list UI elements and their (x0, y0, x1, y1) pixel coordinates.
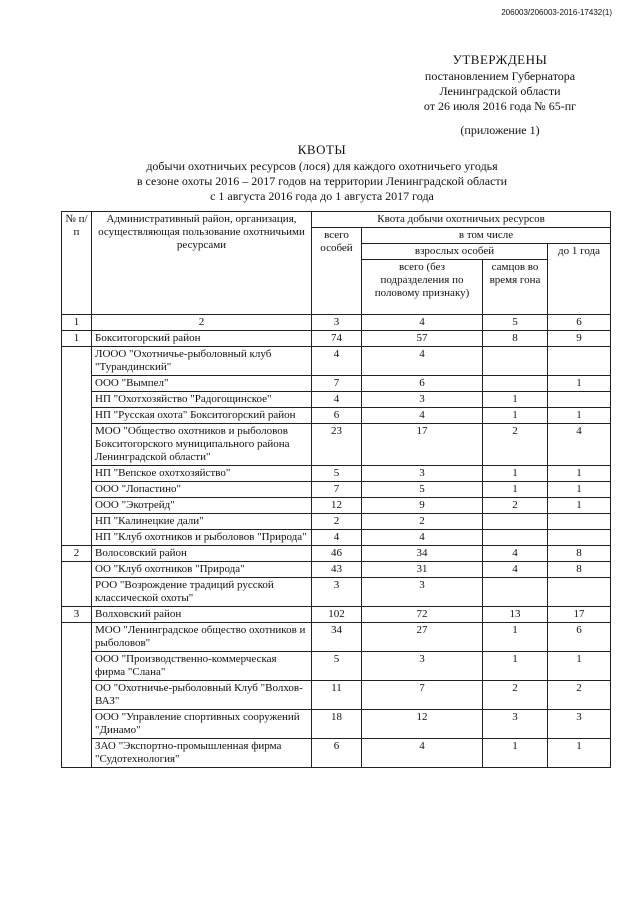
table-row (62, 482, 611, 498)
table-row (62, 652, 611, 681)
quota-young (548, 392, 611, 408)
quota-total: 74 (312, 331, 362, 347)
quota-young: 1 (548, 652, 611, 681)
quota-total: 23 (312, 424, 362, 466)
organization-name: ОО "Охотничье-рыболовный Клуб "Волхов-ВАЗ" (92, 681, 312, 710)
approval-title: УТВЕРЖДЕНЫ (452, 52, 548, 67)
organization-name: МОО "Общество охотников и рыболовов Бокситогорского муниципального района Ленинградской области" (92, 424, 312, 466)
heading-line: в сезоне охоты 2016 – 2017 годов на территории Ленинградской области (136, 174, 508, 188)
quota-adults: 3 (362, 392, 483, 408)
column-number: 2 (92, 315, 312, 331)
quota-males: 3 (483, 710, 548, 739)
quota-males: 4 (483, 562, 548, 578)
heading-title: КВОТЫ (297, 142, 347, 157)
quota-adults: 72 (362, 607, 483, 623)
district-row (62, 546, 611, 562)
organization-name: НП "Вепское охотхозяйство" (92, 466, 312, 482)
approval-block (400, 52, 600, 138)
header-district: Административный район, организация, осуществляющая пользование охотничьими ресурсами (92, 212, 312, 315)
quota-males: 2 (483, 424, 548, 466)
row-number: 2 (62, 546, 92, 562)
quota-adults: 3 (362, 652, 483, 681)
quota-total: 5 (312, 652, 362, 681)
table-row (62, 498, 611, 514)
quota-males: 1 (483, 739, 548, 768)
organization-name: ООО "Вымпел" (92, 376, 312, 392)
quota-males (483, 376, 548, 392)
row-number: 3 (62, 607, 92, 623)
quota-young: 17 (548, 607, 611, 623)
quota-males: 1 (483, 466, 548, 482)
approval-line: от 26 июля 2016 года № 65-пг (423, 99, 577, 113)
quota-adults: 57 (362, 331, 483, 347)
header-adults: взрослых особей (362, 244, 548, 260)
quota-young (548, 347, 611, 376)
quota-adults: 12 (362, 710, 483, 739)
organization-name: НП "Охотхозяйство "Радогощинское" (92, 392, 312, 408)
quota-adults: 31 (362, 562, 483, 578)
quota-young (548, 578, 611, 607)
row-number-blank (62, 562, 92, 607)
column-number: 4 (362, 315, 483, 331)
approval-line: постановлением Губернатора (424, 69, 576, 83)
quota-adults: 4 (362, 347, 483, 376)
quota-adults: 7 (362, 681, 483, 710)
document-heading (40, 142, 604, 204)
quota-adults: 5 (362, 482, 483, 498)
header-under-one: до 1 года (548, 244, 611, 315)
quota-young: 1 (548, 466, 611, 482)
table-row (62, 424, 611, 466)
quota-total: 46 (312, 546, 362, 562)
quota-total: 11 (312, 681, 362, 710)
quota-males (483, 514, 548, 530)
quota-adults: 4 (362, 408, 483, 424)
quota-males: 1 (483, 652, 548, 681)
organization-name: ООО "Управление спортивных сооружений "Динамо" (92, 710, 312, 739)
quota-table (61, 211, 611, 768)
organization-name: НП "Русская охота" Бокситогорский район (92, 408, 312, 424)
quota-total: 4 (312, 530, 362, 546)
table-row (62, 739, 611, 768)
organization-name: Волосовский район (92, 546, 312, 562)
quota-males: 1 (483, 482, 548, 498)
organization-name: ОО "Клуб охотников "Природа" (92, 562, 312, 578)
quota-total: 18 (312, 710, 362, 739)
quota-males: 13 (483, 607, 548, 623)
quota-males: 4 (483, 546, 548, 562)
quota-adults: 3 (362, 578, 483, 607)
quota-males: 2 (483, 681, 548, 710)
quota-young: 2 (548, 681, 611, 710)
quota-adults: 4 (362, 530, 483, 546)
quota-adults: 34 (362, 546, 483, 562)
header-quota: Квота добычи охотничьих ресурсов (312, 212, 611, 228)
row-number-blank (62, 623, 92, 768)
quota-adults: 17 (362, 424, 483, 466)
quota-males (483, 530, 548, 546)
quota-total: 12 (312, 498, 362, 514)
column-number: 1 (62, 315, 92, 331)
quota-young (548, 530, 611, 546)
quota-males: 1 (483, 408, 548, 424)
organization-name: Бокситогорский район (92, 331, 312, 347)
quota-adults: 9 (362, 498, 483, 514)
table-row (62, 376, 611, 392)
table-row (62, 347, 611, 376)
quota-males: 1 (483, 392, 548, 408)
organization-name: ЗАО "Экспортно-промышленная фирма "Судотехнология" (92, 739, 312, 768)
document-id: 206003/206003-2016-17432(1) (501, 8, 612, 17)
table-row (62, 514, 611, 530)
table-row (62, 392, 611, 408)
quota-total: 4 (312, 392, 362, 408)
row-number: 1 (62, 331, 92, 347)
row-number-blank (62, 347, 92, 546)
quota-adults: 6 (362, 376, 483, 392)
quota-young: 3 (548, 710, 611, 739)
column-number: 3 (312, 315, 362, 331)
quota-males: 2 (483, 498, 548, 514)
quota-total: 5 (312, 466, 362, 482)
heading-line: с 1 августа 2016 года до 1 августа 2017 года (210, 189, 434, 203)
column-number: 6 (548, 315, 611, 331)
table-row (62, 681, 611, 710)
table-row (62, 466, 611, 482)
quota-adults: 4 (362, 739, 483, 768)
organization-name: НП "Клуб охотников и рыболовов "Природа" (92, 530, 312, 546)
quota-young: 4 (548, 424, 611, 466)
quota-males (483, 347, 548, 376)
header-adults-total: всего (без подразделения по половому признаку) (362, 260, 483, 315)
quota-young: 1 (548, 408, 611, 424)
quota-total: 6 (312, 739, 362, 768)
quota-young: 8 (548, 562, 611, 578)
annex-label: (приложение 1) (460, 123, 540, 137)
header-total: всего особей (312, 228, 362, 315)
quota-total: 43 (312, 562, 362, 578)
quota-total: 3 (312, 578, 362, 607)
column-number: 5 (483, 315, 548, 331)
quota-young: 6 (548, 623, 611, 652)
organization-name: НП "Калинецкие дали" (92, 514, 312, 530)
quota-total: 6 (312, 408, 362, 424)
organization-name: ООО "Лопастино" (92, 482, 312, 498)
quota-young: 1 (548, 482, 611, 498)
quota-young: 8 (548, 546, 611, 562)
quota-adults: 3 (362, 466, 483, 482)
quota-total: 102 (312, 607, 362, 623)
approval-line: Ленинградской области (439, 84, 561, 98)
quota-total: 34 (312, 623, 362, 652)
quota-males (483, 578, 548, 607)
quota-males: 8 (483, 331, 548, 347)
district-row (62, 607, 611, 623)
header-including: в том числе (362, 228, 611, 244)
quota-young: 1 (548, 739, 611, 768)
quota-adults: 2 (362, 514, 483, 530)
organization-name: Волховский район (92, 607, 312, 623)
quota-young: 9 (548, 331, 611, 347)
table-row (62, 710, 611, 739)
heading-line: добычи охотничьих ресурсов (лося) для каждого охотничьего угодья (146, 159, 498, 173)
organization-name: МОО "Ленинградское общество охотников и рыболовов" (92, 623, 312, 652)
table-row (62, 408, 611, 424)
header-males: самцов во время гона (483, 260, 548, 315)
organization-name: ЛООО "Охотничье-рыболовный клуб "Турандинский" (92, 347, 312, 376)
table-row (62, 578, 611, 607)
district-row (62, 331, 611, 347)
organization-name: РОО "Возрождение традиций русской классической охоты" (92, 578, 312, 607)
quota-young (548, 514, 611, 530)
quota-table-body (62, 331, 611, 768)
organization-name: ООО "Экотрейд" (92, 498, 312, 514)
quota-young: 1 (548, 376, 611, 392)
quota-males: 1 (483, 623, 548, 652)
organization-name: ООО "Производственно-коммерческая фирма "Слана" (92, 652, 312, 681)
quota-adults: 27 (362, 623, 483, 652)
quota-total: 7 (312, 482, 362, 498)
table-row (62, 530, 611, 546)
quota-young: 1 (548, 498, 611, 514)
column-number-row (62, 315, 611, 331)
table-row (62, 562, 611, 578)
table-row (62, 623, 611, 652)
quota-total: 7 (312, 376, 362, 392)
header-no: № п/п (62, 212, 92, 315)
quota-total: 4 (312, 347, 362, 376)
quota-total: 2 (312, 514, 362, 530)
